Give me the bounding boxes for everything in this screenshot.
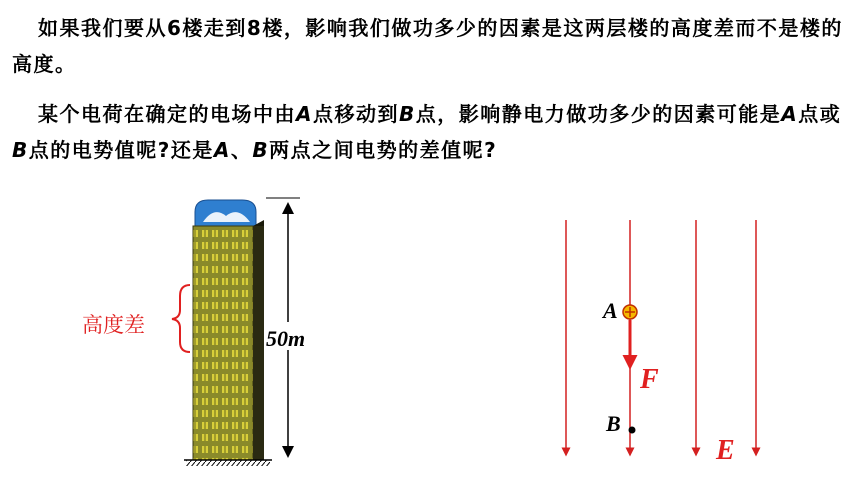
point-b-ref: B: [252, 138, 270, 162]
paragraph-floors: 如果我们要从6楼走到8楼，影响我们做功多少的因素是这两层楼的高度差而不是楼的高度。: [12, 16, 843, 76]
building: [184, 200, 272, 466]
brace-icon: [172, 285, 190, 352]
height-label: 50m: [266, 326, 306, 351]
field-label: E: [716, 435, 735, 466]
ground-hatch: [186, 460, 270, 466]
text-segment: 某个电荷在确定的电场中由: [38, 102, 296, 126]
text-segment: 两点之间电势的差值呢?: [269, 138, 498, 162]
building-roof: [195, 200, 256, 227]
text-segment: 点的电势值呢?还是: [28, 138, 214, 162]
point-a-ref: A: [213, 138, 231, 162]
force-label: F: [640, 364, 659, 395]
building-side: [253, 226, 264, 460]
text-segment: 点移动到: [312, 102, 399, 126]
point-b-dot: [629, 427, 636, 434]
point-b-ref: B: [12, 138, 29, 162]
text-segment: 点，影响静电力做功多少的因素可能是: [415, 102, 782, 126]
height-difference-label: 高度差: [82, 314, 145, 337]
point-b-label: B: [606, 411, 621, 436]
electric-field-lines: [566, 220, 756, 452]
text-segment: 点或: [798, 102, 842, 126]
point-b-ref: B: [398, 102, 416, 126]
text-segment: 、: [230, 138, 253, 162]
point-a-ref: A: [296, 102, 313, 126]
point-a-ref: A: [781, 102, 799, 126]
point-a-label: A: [603, 298, 618, 323]
building-body: [193, 226, 253, 460]
